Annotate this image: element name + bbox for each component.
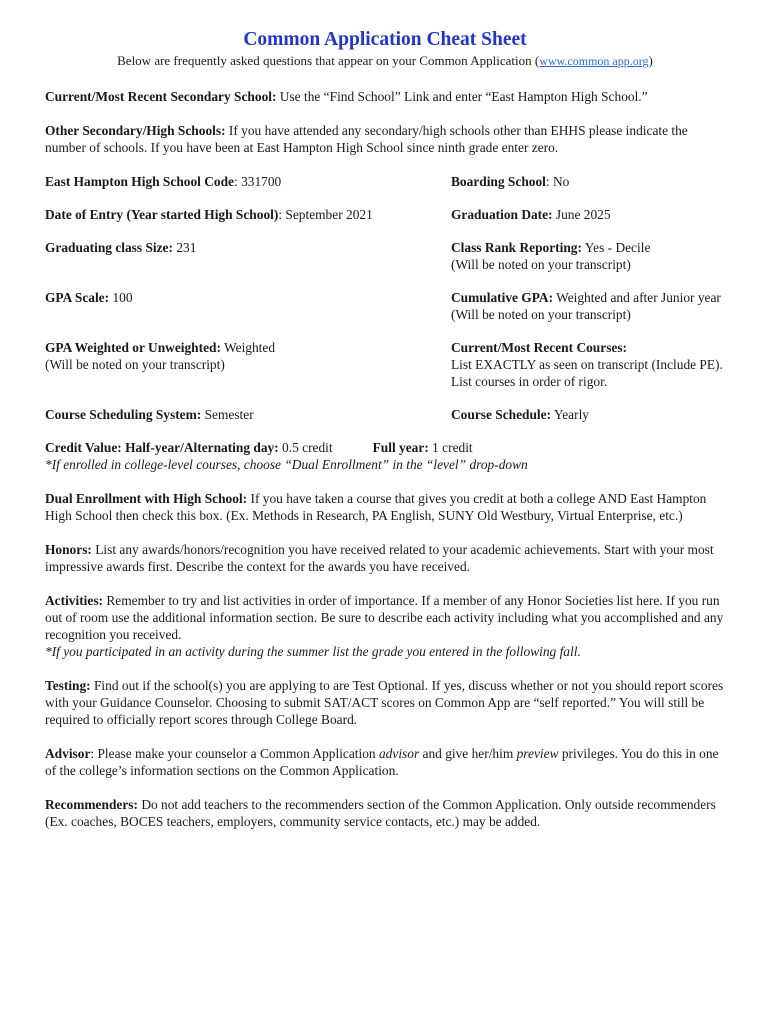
- activities-section: [45, 592, 725, 660]
- honors-text: List any awards/honors/recognition you have received related to your academic achievements. Start with your most impressive awards first. Describe the context for the awards you have received.: [45, 542, 714, 574]
- scheduling-system-field: [45, 406, 451, 423]
- class-size-label: Graduating class Size:: [45, 240, 173, 255]
- info-row-dates: [45, 206, 725, 223]
- course-schedule-field: [451, 406, 725, 423]
- recommenders-section: [45, 796, 725, 830]
- class-rank-value: Yes - Decile: [581, 240, 651, 255]
- credit-value-section: [45, 439, 725, 473]
- testing-text: Find out if the school(s) you are applying to are Test Optional. If yes, discuss whether or not you should report scores with your Guidance Counselor. Choosing to submit SAT/ACT scores on Common App are “self reported.” You will still be required to officially report scores through College Board.: [45, 678, 724, 727]
- current-school-text: Use the “Find School” Link and enter “East Hampton High School.”: [276, 89, 648, 104]
- graduation-value: June 2025: [552, 207, 611, 222]
- courses-field: [451, 339, 725, 390]
- testing-label: Testing:: [45, 678, 91, 693]
- course-schedule-label: Course Schedule:: [451, 407, 552, 422]
- credit-half-label: Credit Value: Half-year/Alternating day:: [45, 440, 279, 455]
- entry-date-value: : September 2021: [278, 207, 373, 222]
- scheduling-system-value: Semester: [201, 407, 254, 422]
- info-row-school-code: [45, 173, 725, 190]
- boarding-value: : No: [545, 174, 570, 189]
- dual-enrollment-text: If you have taken a course that gives you credit at both a college AND East Hampton High School then check this box. (Ex. Methods in Research, PA English, SUNY Old Westbury, Virtual Enterprise, etc.): [45, 491, 707, 523]
- info-row-weighting: [45, 339, 725, 390]
- gpa-scale-field: [45, 289, 451, 323]
- credit-full-value: 1 credit: [428, 440, 473, 455]
- common-app-link[interactable]: www.common app.org: [539, 54, 649, 68]
- courses-value: List EXACTLY as seen on transcript (Include PE). List courses in order of rigor.: [451, 357, 723, 389]
- testing-section: [45, 677, 725, 728]
- activities-note: *If you participated in an activity during the summer list the grade you entered in the following fall.: [45, 644, 581, 659]
- cumulative-gpa-value: Weighted and after Junior year (Will be noted on your transcript): [451, 290, 721, 322]
- link-paren-close: ): [648, 53, 653, 68]
- dual-enrollment-label: Dual Enrollment with High School:: [45, 491, 248, 506]
- document-page: [45, 28, 725, 847]
- boarding-label: Boarding School: [451, 174, 546, 189]
- gpa-scale-label: GPA Scale:: [45, 290, 110, 305]
- advisor-text-1: : Please make your counselor a Common Application: [90, 746, 379, 761]
- entry-date-label: Date of Entry (Year started High School): [45, 207, 279, 222]
- recommenders-label: Recommenders:: [45, 797, 138, 812]
- graduation-field: [451, 206, 725, 223]
- gpa-weighted-note: (Will be noted on your transcript): [45, 357, 225, 372]
- advisor-text-3: privileges. You do this in one of the college’s information sections on the Common Application.: [45, 746, 719, 778]
- info-row-schedule: [45, 406, 725, 423]
- recommenders-text: Do not add teachers to the recommenders section of the Common Application. Only outside recommenders (Ex. coaches, BOCES teachers, employers, community service contacts, etc.) may be added.: [45, 797, 716, 829]
- class-size-value: 231: [172, 240, 197, 255]
- advisor-italic-2: preview: [516, 746, 559, 761]
- gpa-scale-value: 100: [109, 290, 133, 305]
- activities-text: Remember to try and list activities in order of importance. If a member of any Honor Societies list here. If you run out of room use the additional information section. Be sure to describe each activity including what you accomplished and any recognition you received.: [45, 593, 724, 642]
- advisor-italic-1: advisor: [378, 746, 420, 761]
- gpa-weighted-value: Weighted: [220, 340, 276, 355]
- cumulative-gpa-field: [451, 289, 725, 323]
- other-schools-label: Other Secondary/High Schools:: [45, 123, 226, 138]
- honors-section: [45, 541, 725, 575]
- activities-label: Activities:: [45, 593, 104, 608]
- dual-enrollment-section: [45, 490, 725, 524]
- gpa-weighted-label: GPA Weighted or Unweighted:: [45, 340, 221, 355]
- cumulative-gpa-label: Cumulative GPA:: [451, 290, 554, 305]
- advisor-label: Advisor: [45, 746, 91, 761]
- school-code-field: [45, 173, 451, 190]
- credit-half-value: 0.5 credit: [278, 440, 333, 455]
- gpa-weighted-field: [45, 339, 451, 390]
- current-school-section: [45, 88, 725, 105]
- class-rank-field: [451, 239, 725, 273]
- school-code-value: : 331700: [234, 174, 282, 189]
- boarding-field: [451, 173, 725, 190]
- course-schedule-value: Yearly: [551, 407, 590, 422]
- info-row-class: [45, 239, 725, 273]
- class-rank-label: Class Rank Reporting:: [451, 240, 582, 255]
- current-school-label: Current/Most Recent Secondary School:: [45, 89, 277, 104]
- other-schools-section: [45, 122, 725, 156]
- honors-label: Honors:: [45, 542, 92, 557]
- info-row-gpa: [45, 289, 725, 323]
- class-rank-note: (Will be noted on your transcript): [451, 257, 631, 272]
- page-subtitle: [45, 52, 725, 70]
- credit-note: *If enrolled in college-level courses, choose “Dual Enrollment” in the “level” drop-down: [45, 457, 528, 472]
- graduation-label: Graduation Date:: [451, 207, 553, 222]
- advisor-section: [45, 745, 725, 779]
- scheduling-system-label: Course Scheduling System:: [45, 407, 202, 422]
- credit-full-label: Full year:: [372, 440, 429, 455]
- class-size-field: [45, 239, 451, 273]
- school-code-label: East Hampton High School Code: [45, 174, 234, 189]
- page-title: Common Application Cheat Sheet: [243, 29, 527, 50]
- advisor-text-2: and give her/him: [419, 746, 517, 761]
- subtitle-text: Below are frequently asked questions that appear on your Common Application: [117, 53, 532, 68]
- entry-date-field: [45, 206, 451, 223]
- link-paren-open: (: [534, 53, 540, 68]
- courses-label: Current/Most Recent Courses:: [451, 340, 628, 355]
- other-schools-text: If you have attended any secondary/high schools other than EHHS please indicate the number of schools. If you have been at East Hampton High School since ninth grade enter zero.: [45, 123, 688, 155]
